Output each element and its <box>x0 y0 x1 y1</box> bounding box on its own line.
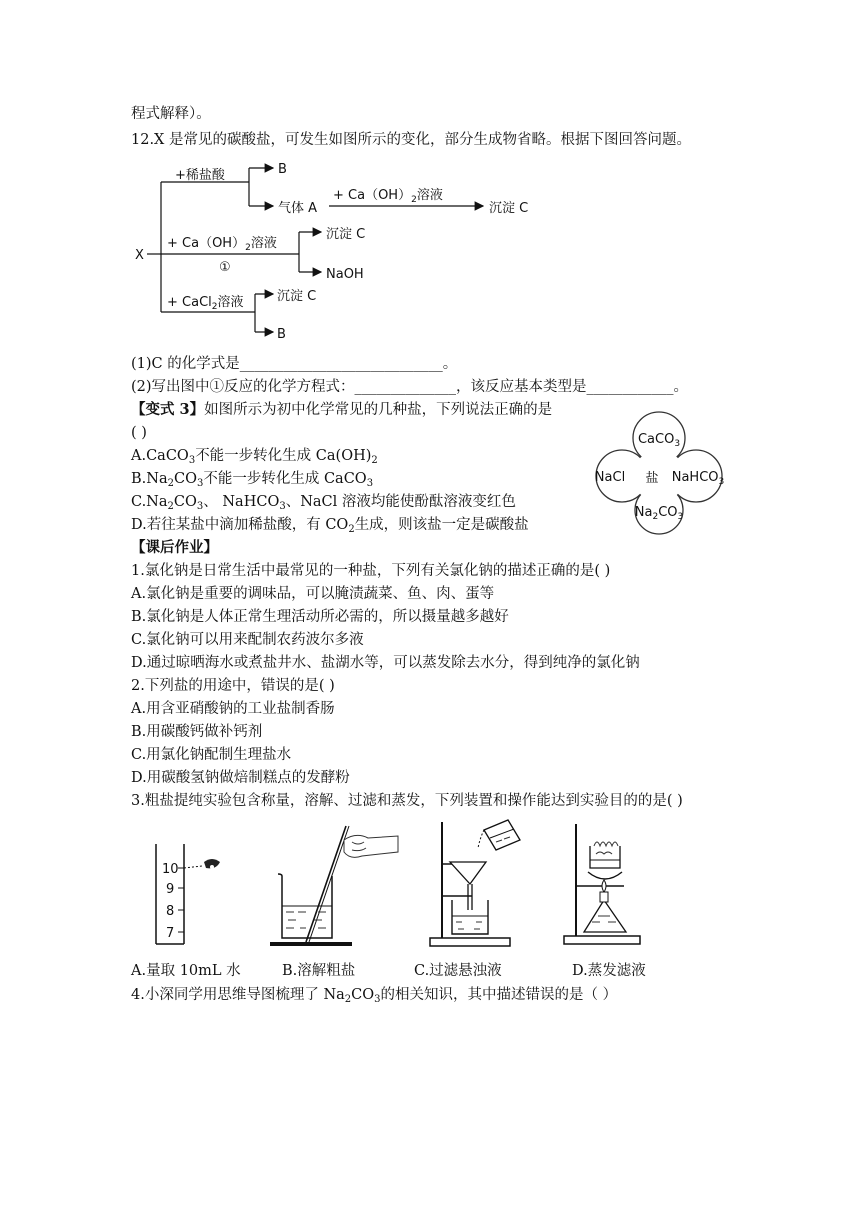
hand-icon <box>344 835 398 857</box>
cylinder-tick-10: 10 <box>162 862 179 877</box>
homework-q1-option-a: A.氯化钠是重要的调味品，可以腌渍蔬菜、鱼、肉、蛋等 <box>131 586 495 602</box>
branch1-reagent: +稀盐酸 <box>175 168 225 183</box>
branch1-product-b: B <box>278 162 287 177</box>
branch3-precipitate-c: 沉淀 C <box>277 289 317 304</box>
homework-q1-stem: 1.氯化钠是日常生活中最常见的一种盐，下列有关氯化钠的描述正确的是( ) <box>131 563 611 579</box>
cylinder-tick-9: 9 <box>166 882 175 897</box>
branch2-precipitate-c: 沉淀 C <box>326 227 366 242</box>
branch2-naoh: NaOH <box>326 267 364 282</box>
reaction-flow-diagram <box>131 150 571 350</box>
variant-3-stem: 【变式 3】如图所示为初中化学常见的几种盐，下列说法正确的是 <box>131 401 553 418</box>
variant-3-option-b: $B.Na_2CO_3$不能一步转化生成 CaCO$_3$ <box>131 471 374 489</box>
variant-3-option-a: A.CaCO$_3$不能一步转化生成 $Ca(OH)_2$ <box>131 448 378 466</box>
homework-q1-option-c: C.氯化钠可以用来配制农药波尔多液 <box>131 632 364 648</box>
homework-q2-stem: 2.下列盐的用途中，错误的是( ) <box>131 678 335 694</box>
homework-q2-option-a: A.用含亚硝酸钠的工业盐制香肠 <box>131 701 335 717</box>
text-line-continuation: 程式解释）。 <box>131 106 211 122</box>
apparatus-d-caption: D.蒸发滤液 <box>572 963 646 979</box>
branch1-reagent2: + $Ca(OH)_2$溶液 <box>333 188 443 205</box>
homework-q2-option-d: D.用碳酸氢钠做焙制糕点的发酵粉 <box>131 770 350 786</box>
homework-heading: 【课后作业】 <box>131 539 218 556</box>
apparatus-d-evaporation <box>562 820 652 950</box>
salt-center-label: 盐 <box>645 471 659 486</box>
salt-nahco3: NaHCO$_3$ <box>671 470 725 487</box>
homework-q1-option-d: D.通过晾晒海水或煮盐井水、盐湖水等，可以蒸发除去水分，得到纯净的氯化钠 <box>131 655 640 671</box>
branch3-reagent: + CaCl$_2$溶液 <box>167 295 244 312</box>
branch1-precipitate-c: 沉淀 C <box>489 201 529 216</box>
reaction-1-marker: ① <box>219 260 231 275</box>
variant-3-option-c: $C.Na_2CO_3$、 NaHCO$_3$、NaCl 溶液均能使酚酞溶液变红色 <box>131 494 516 512</box>
apparatus-c-caption: C.过滤悬浊液 <box>414 963 502 979</box>
cylinder-tick-8: 8 <box>166 904 175 919</box>
salts-diagram <box>588 410 730 536</box>
homework-q4-stem: 4.小深同学用思维导图梳理了 $Na_2CO_3$的相关知识，其中描述错误的是（ ） <box>131 987 618 1005</box>
homework-q2-option-b: B.用碳酸钙做补钙剂 <box>131 724 263 740</box>
salt-na2co3: $Na_2CO_3$ <box>634 505 684 522</box>
apparatus-a-caption: A.量取 10mL 水 <box>131 963 241 979</box>
branch1-gas-a: 气体 A <box>278 201 318 216</box>
salt-nacl: NaCl <box>594 470 626 485</box>
apparatus-b-caption: B.溶解粗盐 <box>282 963 356 979</box>
branch3-product-b: B <box>277 327 286 342</box>
variant-3-option-d: D.若往某盐中滴加稀盐酸，有 $CO_2$生成，则该盐一定是碳酸盐 <box>131 517 529 535</box>
apparatus-a-cylinder <box>148 838 238 948</box>
branch2-reagent: + $Ca(OH)_2$溶液 <box>167 236 277 253</box>
homework-q1-option-b: B.氯化钠是人体正常生理活动所必需的，所以摄量越多越好 <box>131 609 509 625</box>
reactant-x-label: X <box>135 248 144 263</box>
homework-q2-option-c: C.用氯化钠配制生理盐水 <box>131 747 292 763</box>
cylinder-tick-7: 7 <box>166 926 175 941</box>
apparatus-b-beaker <box>270 820 410 950</box>
question-12-stem: 12.X 是常见的碳酸盐，可发生如图所示的变化，部分生成物省略。根据下图回答问题。 <box>131 132 691 148</box>
homework-q3-stem: 3.粗盐提纯实验包含称量，溶解、过滤和蒸发，下列装置和操作能达到实验目的的是( ) <box>131 793 683 809</box>
salt-caco3: CaCO$_3$ <box>637 432 681 449</box>
variant-3-heading: 【变式 3】 <box>131 401 205 418</box>
question-12-part-1: (1)C 的化学式是____________________________。 <box>131 356 458 372</box>
variant-3-answer-paren: ( ) <box>131 425 147 441</box>
question-12-part-2: (2)写出图中①反应的化学方程式：______________，该反应基本类型是____________。 <box>131 379 689 395</box>
apparatus-c-filtration <box>424 812 534 952</box>
